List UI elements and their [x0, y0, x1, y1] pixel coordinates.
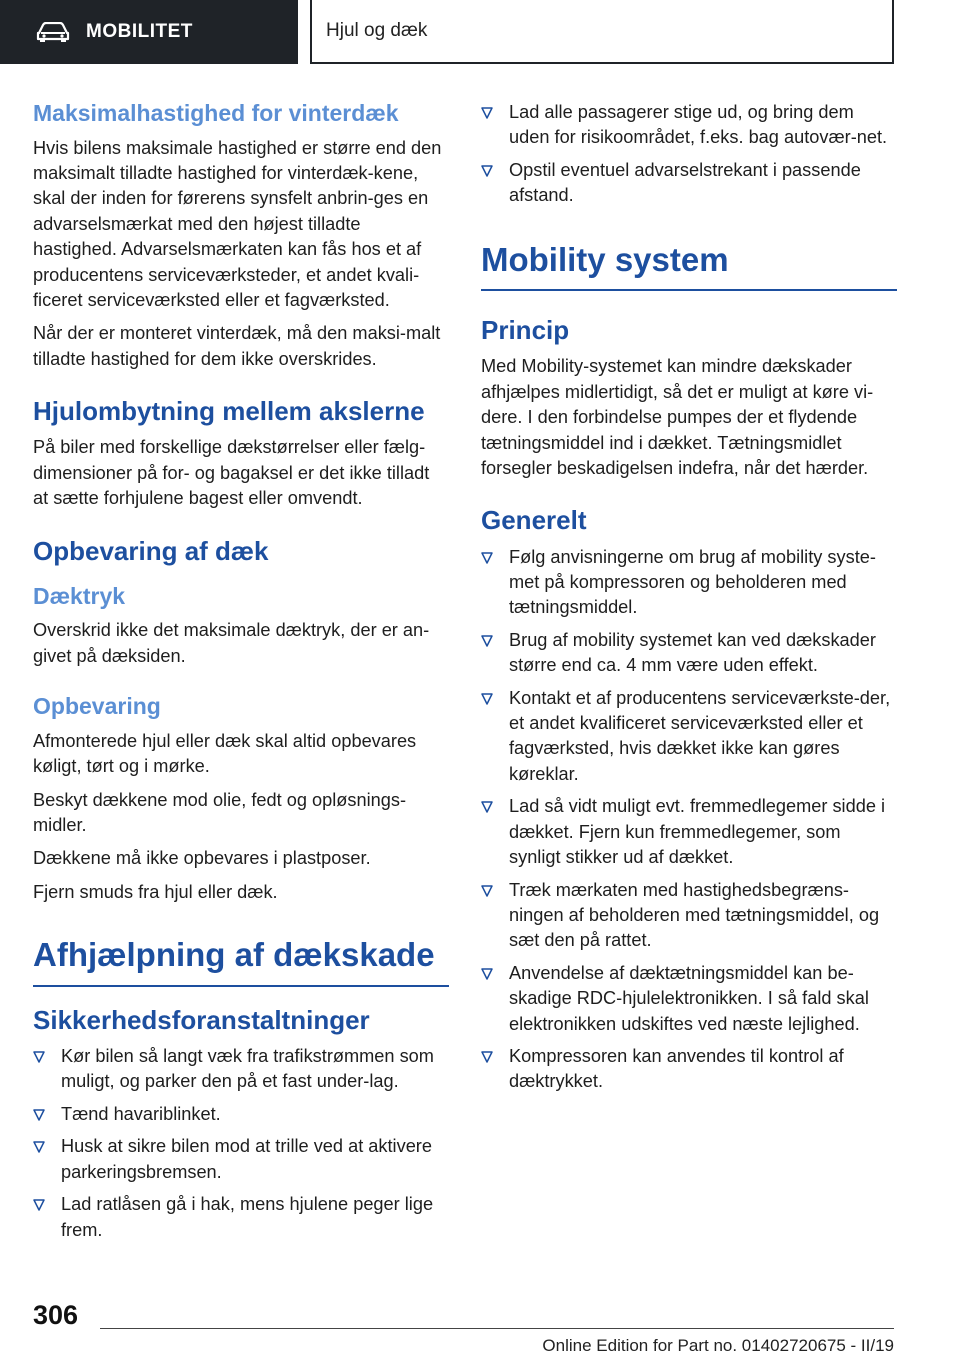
- spacer: [33, 520, 449, 536]
- list-item: [481, 794, 897, 870]
- paragraph: Dækkene må ikke opbevares i plastposer.: [33, 848, 371, 869]
- list-item: [481, 545, 897, 621]
- list-item: [33, 1044, 449, 1095]
- list-item: [481, 1044, 897, 1095]
- spacer: [33, 913, 449, 935]
- list-item: [481, 961, 897, 1037]
- right-column: [481, 100, 897, 1102]
- page-header: [0, 0, 960, 66]
- spacer: [481, 216, 897, 240]
- spacer: [481, 489, 897, 505]
- heading-winter-speed: Maksimalhastighed for vinterdæk: [33, 100, 399, 126]
- paragraph: Med Mobility-systemet kan mindre dækskader afhjælpes midlertidigt, så det er muligt at køre vi-dere. I den forbindelse pumpes der et flydende tætningsmiddel ind i dækket. Tætningsmidlet forsegler beskadigelsen indefra, når det hærder.: [481, 356, 874, 479]
- heading-tire-storage: Opbevaring af dæk: [33, 535, 269, 566]
- heading-tire-pressure: Dæktryk: [33, 582, 126, 609]
- list-item-text: Husk at sikre bilen mod at trille ved at aktivere parkeringsbremsen.: [61, 1136, 432, 1182]
- list-item-text: Kontakt et af producentens serviceværkste-der, et andet kvalificeret serviceværksted eller et fagværksted, hvis dækket ikke kan gøres køreklar.: [509, 687, 891, 784]
- list-item: [481, 878, 897, 954]
- triangle-bullet-icon: [481, 1051, 493, 1063]
- heading-safety: Sikkerhedsforanstaltninger: [33, 1004, 370, 1035]
- list-item-text: Lad så vidt muligt evt. fremmedlegemer sidde i dækket. Fjern kun fremmedlegemer, som synligt stikker ud af dækket.: [509, 796, 886, 868]
- paragraph: Fjern smuds fra hjul eller dæk.: [33, 881, 278, 902]
- list-item-text: Kompressoren kan anvendes til kontrol af dæktrykket.: [509, 1045, 844, 1092]
- heading-principle: Princip: [481, 315, 570, 346]
- triangle-bullet-icon: [33, 1051, 45, 1063]
- list-item-text: Brug af mobility systemet kan ved dækskader større end ca. 4 mm være uden effekt.: [509, 629, 876, 676]
- list-item: [33, 1134, 449, 1185]
- paragraph: Hvis bilens maksimale hastighed er større end den maksimalt tilladte hastighed for vinterdæk-kene, skal der inden for førerens synsfelt anbrin-ges en advarselsmærkat med den højest tilladte hastighed. Advarselsmærkaten kan fås hos et af producentens serviceværksteder, et andet kvali-ficeret serviceværksted eller et fagværksted.: [33, 137, 442, 311]
- spacer: [33, 677, 449, 693]
- triangle-bullet-icon: [481, 552, 493, 564]
- chapter-tab[interactable]: [0, 0, 298, 64]
- list-item-text: Anvendelse af dæktætningsmiddel kan be-skadige RDC-hjulelektronikken. I så fald skal elektronikken udskiftes ved næste lejlighed.: [509, 962, 869, 1034]
- footer-divider: [100, 1328, 894, 1329]
- list-item-text: Lad alle passagerer stige ud, og bring dem uden for risikoområdet, f.eks. bag autovær-net.: [509, 102, 888, 148]
- paragraph: Overskrid ikke det maksimale dæktryk, der er an-givet på dæksiden.: [33, 620, 430, 666]
- triangle-bullet-icon: [33, 1199, 45, 1211]
- list-item-text: Kør bilen så langt væk fra trafikstrømmen som muligt, og parker den på et fast under-lag.: [61, 1046, 434, 1092]
- paragraph: Når der er monteret vinterdæk, må den maksi-malt tilladte hastighed for dem ikke overskrides.: [33, 323, 441, 369]
- triangle-bullet-icon: [481, 693, 493, 705]
- heading-tire-damage: Afhjælpning af dækskade: [33, 935, 449, 987]
- spacer: [33, 380, 449, 396]
- triangle-bullet-icon: [33, 1141, 45, 1153]
- list-item: [481, 628, 897, 679]
- paragraph: På biler med forskellige dækstørrelser eller fælg-dimensioner på for- og bagaksel er det ikke tilladt at sætte forhjulene bagest eller omvendt.: [33, 437, 430, 509]
- triangle-bullet-icon: [481, 885, 493, 897]
- heading-mobility-system: Mobility system: [481, 240, 897, 292]
- triangle-bullet-icon: [481, 165, 493, 177]
- list-item-text: Opstil eventuel advarselstrekant i passende afstand.: [509, 159, 861, 206]
- car-icon: [36, 22, 70, 42]
- triangle-bullet-icon: [481, 801, 493, 813]
- list-item: [33, 1192, 449, 1243]
- list-item: [481, 158, 897, 209]
- triangle-bullet-icon: [481, 968, 493, 980]
- section-title: Hjul og dæk: [326, 20, 428, 41]
- list-item-text: Følg anvisningerne om brug af mobility syste-met på kompressoren og beholderen med tætningsmiddel.: [509, 546, 876, 618]
- section-tab[interactable]: [310, 0, 894, 64]
- list-item: [33, 1102, 449, 1127]
- spacer: [33, 575, 449, 583]
- paragraph: Beskyt dækkene mod olie, fedt og opløsnings-midler.: [33, 789, 407, 836]
- chapter-title: MOBILITET: [86, 21, 193, 42]
- heading-axle-swap: Hjulombytning mellem akslerne: [33, 396, 425, 427]
- left-column: [33, 100, 449, 1250]
- list-item-text: Tænd havariblinket.: [61, 1103, 221, 1124]
- page-number: 306: [33, 1300, 79, 1330]
- safety-list-continued: [481, 100, 897, 209]
- heading-general: Generelt: [481, 505, 587, 536]
- list-item-text: Lad ratlåsen gå i hak, mens hjulene peger lige frem.: [61, 1194, 434, 1240]
- list-item-text: Træk mærkaten med hastighedsbegræns-ningen af beholderen med tætningsmiddel, og sæt den på rattet.: [509, 879, 880, 951]
- heading-storage: Opbevaring: [33, 693, 161, 720]
- triangle-bullet-icon: [481, 107, 493, 119]
- triangle-bullet-icon: [33, 1109, 45, 1121]
- list-item: [481, 686, 897, 788]
- list-item: [481, 100, 897, 151]
- triangle-bullet-icon: [481, 635, 493, 647]
- safety-list: [33, 1044, 449, 1243]
- general-list: [481, 545, 897, 1095]
- edition-text: Online Edition for Part no. 01402720675 - II/19: [542, 1336, 894, 1355]
- paragraph: Afmonterede hjul eller dæk skal altid opbevares køligt, tørt og i mørke.: [33, 730, 417, 777]
